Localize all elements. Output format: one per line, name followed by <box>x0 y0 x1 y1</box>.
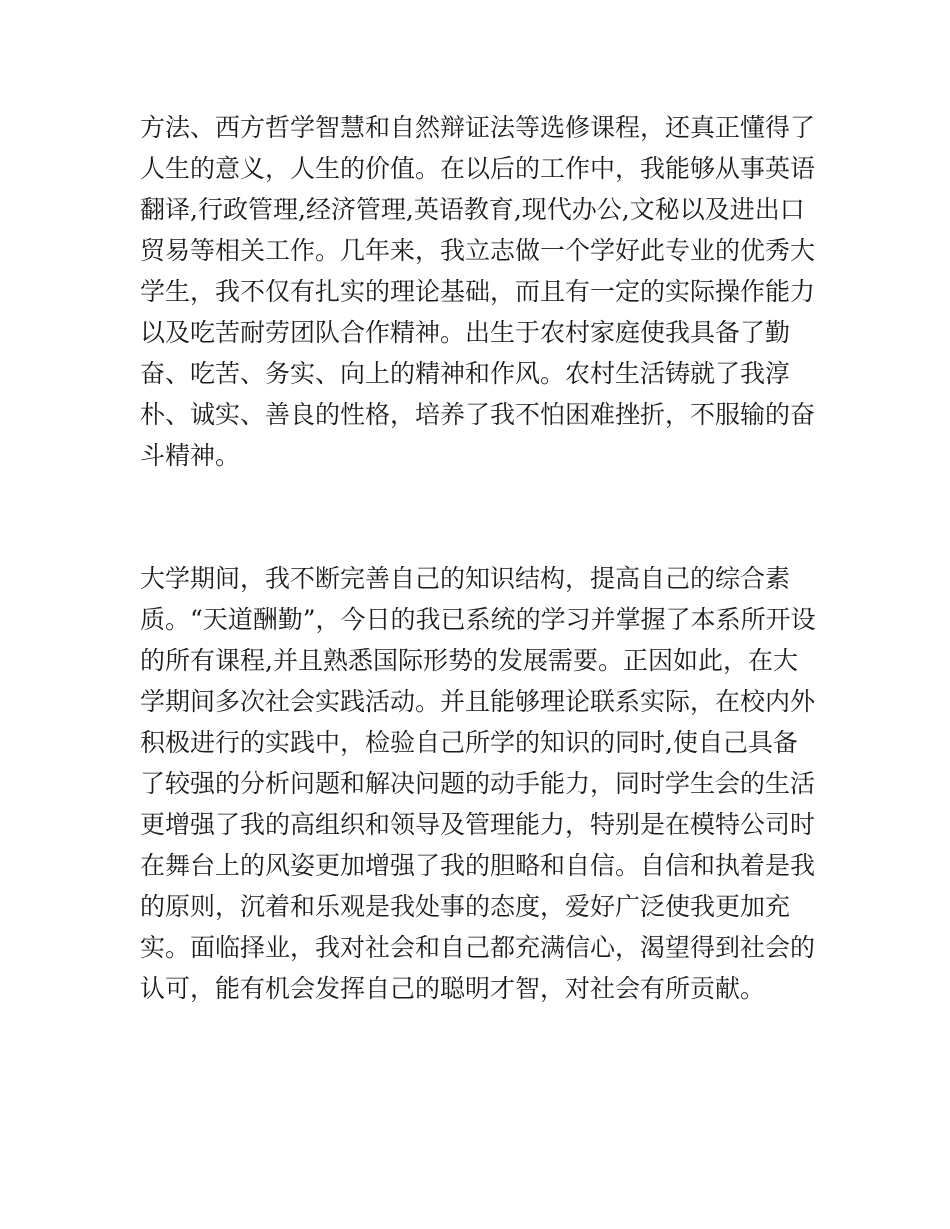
paragraph-line: 以及吃苦耐劳团队合作精神。出生于农村家庭使我具备了勤 <box>140 318 791 347</box>
paragraph-line: 实。面临择业，我对社会和自己都充满信心，渴望得到社会的 <box>140 933 816 962</box>
paragraph-line: 大学期间，我不断完善自己的知识结构，提高自己的综合素 <box>140 564 791 593</box>
paragraph-line: 奋、吃苦、务实、向上的精神和作风。农村生活铸就了我淳 <box>140 359 791 388</box>
paragraph-line: 朴、诚实、善良的性格，培养了我不怕困难挫折，不服输的奋 <box>140 400 816 429</box>
paragraph-line: 翻译,行政管理,经济管理,英语教育,现代办公,文秘以及进出口 <box>140 195 805 224</box>
paragraph-line: 更增强了我的高组织和领导及管理能力，特别是在模特公司时 <box>140 810 816 839</box>
paragraph-line: 斗精神。 <box>140 441 241 470</box>
paragraph-line: 的原则，沉着和乐观是我处事的态度，爱好广泛使我更加充 <box>140 892 791 921</box>
paragraph-2 <box>140 558 820 1009</box>
paragraph-line: 贸易等相关工作。几年来，我立志做一个学好此专业的优秀大 <box>140 236 816 265</box>
paragraph-line: 在舞台上的风姿更加增强了我的胆略和自信。自信和执着是我 <box>140 851 816 880</box>
paragraph-line: 了较强的分析问题和解决问题的动手能力，同时学生会的生活 <box>140 769 816 798</box>
paragraph-line: 方法、西方哲学智慧和自然辩证法等选修课程，还真正懂得了 <box>140 113 816 142</box>
paragraph-line: 人生的意义，人生的价值。在以后的工作中，我能够从事英语 <box>140 154 816 183</box>
paragraph-1 <box>140 107 820 476</box>
paragraph-line: 学生，我不仅有扎实的理论基础，而且有一定的实际操作能力 <box>140 277 816 306</box>
paragraph-line: 认可，能有机会发挥自己的聪明才智，对社会有所贡献。 <box>140 974 766 1003</box>
paragraph-line: 质。“天道酬勤”，今日的我已系统的学习并掌握了本系所开设 <box>140 605 816 634</box>
paragraph-line: 学期间多次社会实践活动。并且能够理论联系实际，在校内外 <box>140 687 816 716</box>
paragraph-line: 的所有课程,并且熟悉国际形势的发展需要。正因如此，在大 <box>140 646 798 675</box>
paragraph-line: 积极进行的实践中，检验自己所学的知识的同时,使自己具备 <box>140 728 798 757</box>
